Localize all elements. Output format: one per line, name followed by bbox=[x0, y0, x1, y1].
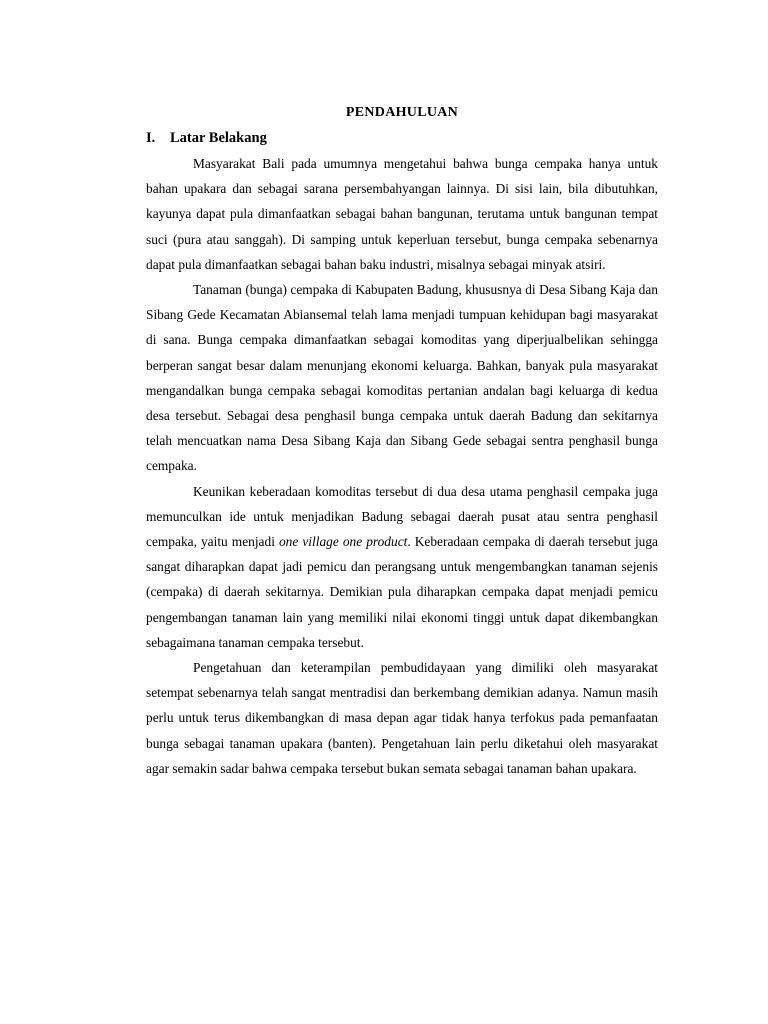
section-title: Latar Belakang bbox=[170, 130, 267, 146]
section-number: I. bbox=[146, 130, 156, 146]
document-title: PENDAHULUAN bbox=[345, 105, 459, 120]
paragraph-3-emphasis: one village one product bbox=[278, 534, 408, 550]
paragraph-3 bbox=[146, 479, 658, 655]
paragraph-4: Pengetahuan dan keterampilan pembudidayaan yang dimiliki oleh masyarakat setempat sebenarnya telah sangat mentradisi dan berkembang demikian adanya. Namun masih perlu untuk terus dikembangkan di masa depan agar tidak hanya terfokus pada pemanfaatan bunga sebagai tanaman upakara (banten). Pengetahuan lain perlu diketahui oleh masyarakat agar semakin sadar bahwa cempaka tersebut bukan semata sebagai tanaman bahan upakara. bbox=[146, 660, 658, 776]
document-page bbox=[146, 100, 658, 781]
paragraph-3-text-before: Keunikan keberadaan komoditas tersebut di dua desa utama penghasil cempaka juga memunculkan ide untuk menjadikan Badung sebagai daerah pusat atau sentra penghasil cempaka, yaitu menjadi bbox=[146, 483, 658, 550]
paragraph-1: Masyarakat Bali pada umumnya mengetahui bahwa bunga cempaka hanya untuk bahan upakara dan sebagai sarana persembahyangan lainnya. Di sisi lain, bila dibutuhkan, kayunya dapat pula dimanfaatkan sebagai bahan bangunan, terutama untuk bangunan tempat suci (pura atau sanggah). Di samping untuk keperluan tersebut, bunga cempaka sebenarnya dapat pula dimanfaatkan sebagai bahan baku industri, misalnya sebagai minyak atsiri. bbox=[146, 156, 658, 272]
paragraph-2: Tanaman (bunga) cempaka di Kabupaten Badung, khususnya di Desa Sibang Kaja dan Sibang Gede Kecamatan Abiansemal telah lama menjadi tumpuan kehidupan bagi masyarakat di sana. Bunga cempaka dimanfaatkan sebagai komoditas yang diperjualbelikan sehingga berperan sangat besar dalam menunjang ekonomi keluarga. Bahkan, banyak pula masyarakat mengandalkan bunga cempaka sebagai komoditas pertanian andalan bagi keluarga di kedua desa tersebut. Sebagai desa penghasil bunga cempaka untuk daerah Badung dan sekitarnya telah mencuatkan nama Desa Sibang Kaja dan Sibang Gede sebagai sentra penghasil bunga cempaka. bbox=[146, 282, 658, 474]
section-heading bbox=[146, 125, 658, 151]
paragraph-3-text-after: . Keberadaan cempaka di daerah tersebut juga sangat diharapkan dapat jadi pemicu dan perangsang untuk mengembangkan tanaman sejenis (cempaka) di daerah sekitarnya. Demikian pula diharapkan cempaka dapat menjadi pemicu pengembangan tanaman lain yang memiliki nilai ekonomi tinggi untuk dapat dikembangkan sebagaimana tanaman cempaka tersebut. bbox=[146, 534, 658, 650]
